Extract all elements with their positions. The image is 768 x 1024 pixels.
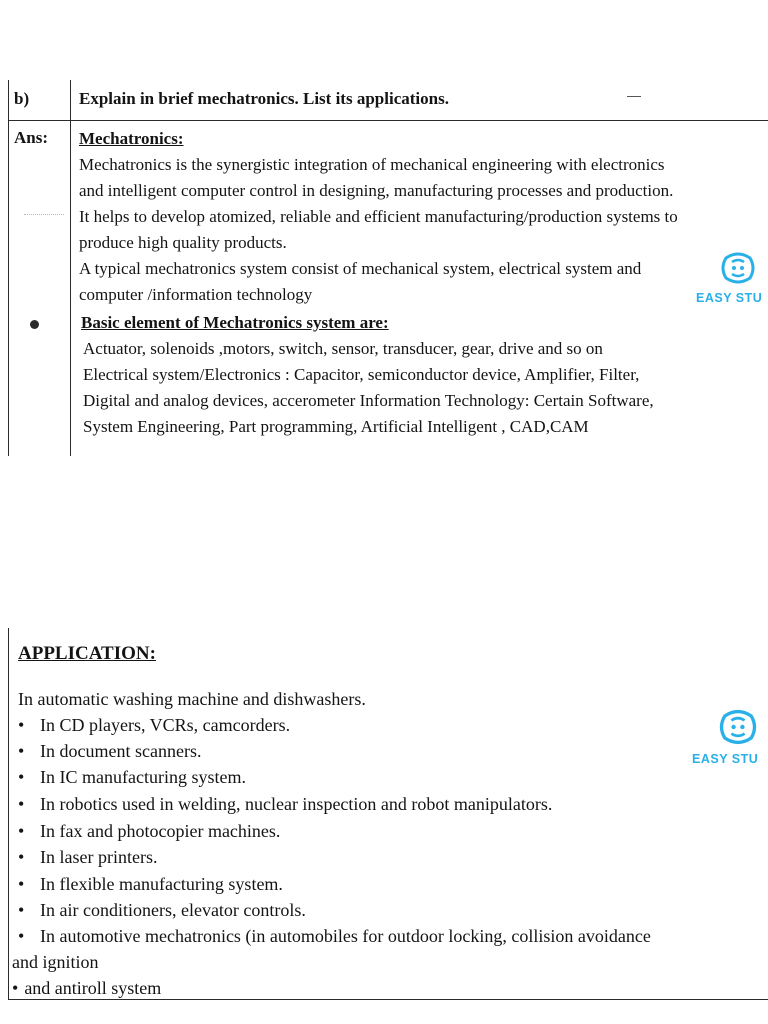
basic-line: Actuator, solenoids ,motors, switch, sensor, transducer, gear, drive and so on xyxy=(83,339,603,358)
application-left-border xyxy=(8,628,9,1000)
application-item: • In robotics used in welding, nuclear inspection and robot manipulators. xyxy=(18,794,553,814)
bullet-dot xyxy=(30,320,39,329)
application-heading: APPLICATION: xyxy=(18,643,156,664)
easy-study-logo-icon xyxy=(716,705,760,749)
answer-line: and intelligent computer control in designing, manufacturing processes and production. xyxy=(79,181,674,200)
application-item: • In fax and photocopier machines. xyxy=(18,821,281,841)
application-intro: In automatic washing machine and dishwashers. xyxy=(18,689,366,709)
application-continuation: and ignition xyxy=(12,952,99,972)
application-item: • and antiroll system xyxy=(12,978,162,998)
table-row-divider xyxy=(8,120,768,121)
basic-line: System Engineering, Part programming, Artificial Intelligent , CAD,CAM xyxy=(83,417,589,436)
watermark-text: EASY STU xyxy=(692,752,759,766)
basic-elements-heading: Basic element of Mechatronics system are: xyxy=(81,313,389,332)
watermark-text: EASY STU xyxy=(696,291,763,305)
answer-line: computer /information technology xyxy=(79,285,313,304)
table-divider xyxy=(70,80,71,456)
basic-line: Electrical system/Electronics : Capacitor, semiconductor device, Amplifier, Filter, xyxy=(83,365,640,384)
basic-line: Digital and analog devices, accerometer Information Technology: Certain Software, xyxy=(83,391,654,410)
answer-line: A typical mechatronics system consist of mechanical system, electrical system and xyxy=(79,259,642,278)
watermark-logo xyxy=(696,248,768,305)
answer-heading: Mechatronics: xyxy=(79,129,184,148)
application-item: • In IC manufacturing system. xyxy=(18,767,246,787)
application-item: • In laser printers. xyxy=(18,847,158,867)
watermark-logo xyxy=(692,705,768,766)
application-item: • In automotive mechatronics (in automobiles for outdoor locking, collision avoidance xyxy=(18,926,651,946)
application-item: • In document scanners. xyxy=(18,741,202,761)
answer-label: Ans: xyxy=(14,128,49,147)
question-text: Explain in brief mechatronics. List its applications. xyxy=(79,89,449,108)
table-left-border xyxy=(8,80,9,456)
answer-line: It helps to develop atomized, reliable and efficient manufacturing/production systems to xyxy=(79,207,678,226)
answer-line: Mechatronics is the synergistic integration of mechanical engineering with electronics xyxy=(79,155,665,174)
faint-dots xyxy=(24,214,64,215)
question-label: b) xyxy=(14,89,30,108)
easy-study-logo-icon xyxy=(718,248,758,288)
application-item: • In flexible manufacturing system. xyxy=(18,874,283,894)
application-item: • In air conditioners, elevator controls. xyxy=(18,900,306,920)
application-item: • In CD players, VCRs, camcorders. xyxy=(18,715,291,735)
dash-mark xyxy=(627,96,641,97)
answer-line: produce high quality products. xyxy=(79,233,287,252)
